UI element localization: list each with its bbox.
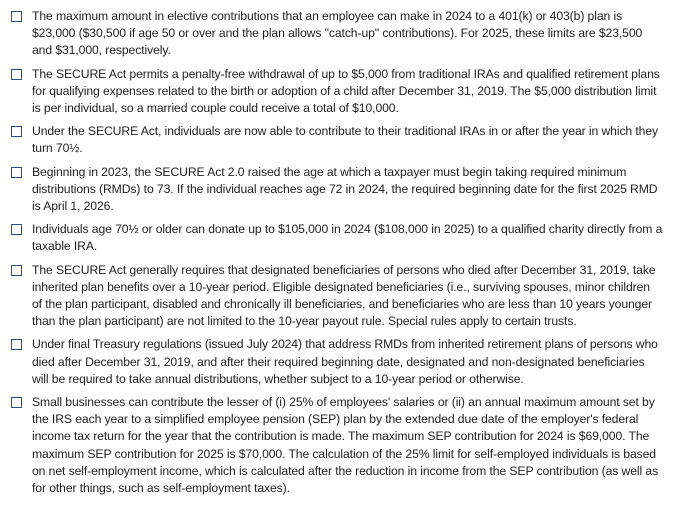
checklist-item-birth-adoption bbox=[0, 66, 673, 118]
checklist-item-rmd-age bbox=[0, 164, 673, 216]
checkbox-10-year-rule[interactable] bbox=[11, 265, 22, 276]
item-text-401k-limits: The maximum amount in elective contributions that an employee can make in 2024 to a 401(k) or 403(b) plan is $23,000 ($30,500 if age 50 or over and the plan allows "catch-up" contributions). For 2025, these limits are $23,500 and $31,000, respectively. bbox=[32, 9, 643, 58]
checkbox-birth-adoption[interactable] bbox=[11, 69, 22, 80]
checklist-item-ira-contribution-age bbox=[0, 123, 673, 157]
item-text-qcd: Individuals age 70½ or older can donate up to $105,000 in 2024 ($108,000 in 2025) to a qualified charity directly from a taxable IRA. bbox=[32, 222, 663, 254]
checkbox-rmd-age[interactable] bbox=[11, 167, 22, 178]
item-text-treasury-regulations: Under final Treasury regulations (issued July 2024) that address RMDs from inherited retirement plans of persons who died after December 31, 2019, and after their required beginning date, designated and non-designated beneficiaries will be required to take annual distributions, whether subject to a 10-year period or otherwise. bbox=[32, 337, 658, 386]
item-text-sep-contributions: Small businesses can contribute the lesser of (i) 25% of employees' salaries or (ii) an annual maximum amount set by the IRS each year to a simplified employee pension (SEP) plan by the extended due date of the employer's federal income tax return for the year that the contribution is made. The maximum SEP contribution for 2024 is $69,000. The maximum SEP contribution for 2025 is $70,000. The calculation of the 25% limit for self-employed individuals is based on net self-employment income, which is calculated after the reduction in income from the SEP contribution (as well as for other things, such as self-employment taxes). bbox=[32, 395, 659, 496]
checklist-item-qcd bbox=[0, 221, 673, 255]
checklist-item-10-year-rule bbox=[0, 262, 673, 331]
checklist-item-401k-limits bbox=[0, 8, 673, 60]
item-text-birth-adoption: The SECURE Act permits a penalty-free withdrawal of up to $5,000 from traditional IRAs and qualified retirement plans for qualifying expenses related to the birth or adoption of a child after December 31, 2019. The $5,000 distribution limit is per individual, so a married couple could receive a total of $10,000. bbox=[32, 66, 660, 116]
checkbox-treasury-regulations[interactable] bbox=[11, 339, 22, 350]
checklist-item-treasury-regulations bbox=[0, 336, 673, 388]
checkbox-ira-contribution-age[interactable] bbox=[11, 126, 22, 137]
checklist-item-sep-contributions bbox=[0, 394, 673, 497]
checkbox-qcd[interactable] bbox=[11, 224, 22, 235]
checkbox-sep-contributions[interactable] bbox=[11, 397, 22, 408]
checkbox-401k-limits[interactable] bbox=[11, 11, 22, 22]
item-text-rmd-age: Beginning in 2023, the SECURE Act 2.0 raised the age at which a taxpayer must begin taking required minimum distributions (RMDs) to 73. If the individual reaches age 72 in 2024, the required beginning date for the first 2025 RMD is April 1, 2026. bbox=[32, 164, 658, 214]
item-text-ira-contribution-age: Under the SECURE Act, individuals are now able to contribute to their traditional IRAs in or after the year in which they turn 70½. bbox=[32, 124, 659, 156]
item-text-10-year-rule: The SECURE Act generally requires that designated beneficiaries of persons who died after December 31, 2019, take inherited plan benefits over a 10-year period. Eligible designated beneficiaries (i.e., surviving spouses, minor children of the plan participant, disabled and chronically ill beneficiaries, and beneficiaries who are less than 10 years younger than the plan participant) are not limited to the 10-year payout rule. Special rules apply to certain trusts. bbox=[32, 262, 656, 329]
